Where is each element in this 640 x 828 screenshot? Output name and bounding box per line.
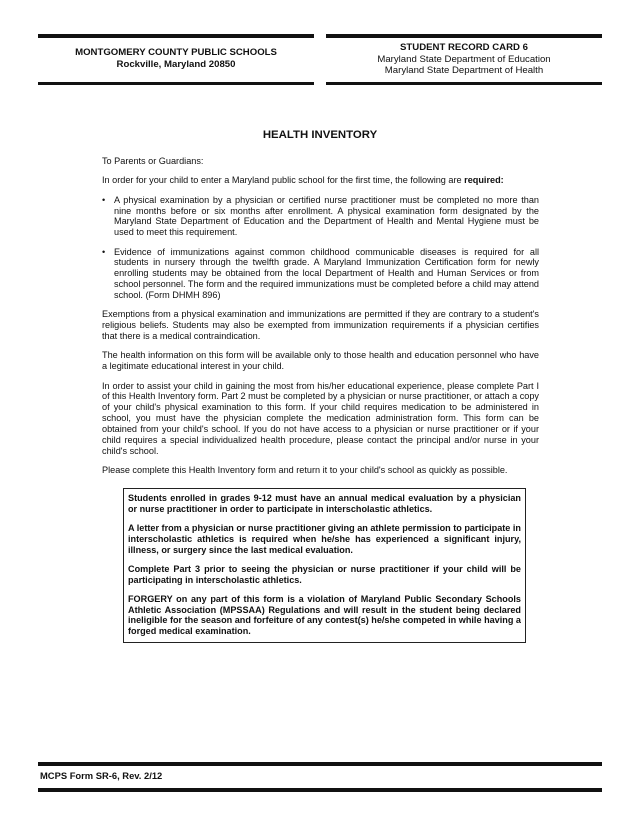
notice-part3: Complete Part 3 prior to seeing the physician or nurse practitioner if your child will be participating in interscholastic athletics.	[128, 563, 521, 585]
intro-required: required:	[464, 175, 504, 186]
list-item	[102, 247, 539, 301]
header-top-rule-left	[38, 34, 314, 38]
header-bottom-rule-left	[38, 82, 314, 85]
form-id: MCPS Form SR-6, Rev. 2/12	[40, 770, 163, 781]
dept-health: Maryland State Department of Health	[384, 65, 544, 76]
header-top-rule-right	[326, 34, 602, 38]
district-name: MONTGOMERY COUNTY PUBLIC SCHOOLS	[75, 47, 277, 58]
header-card-block	[326, 42, 602, 77]
intro-paragraph	[102, 175, 539, 186]
notice-forgery: FORGERY on any part of this form is a violation of Maryland Public Secondary Schools Athletic Association (MPSSAA) Regulations and will result in the student being declared ineligible for the season and forfeiture of any contest(s) he/she competed in while having a forged medical examination.	[128, 593, 521, 637]
availability-paragraph: The health information on this form will be available only to those health and education personnel who have a legitimate educational interest in your child.	[102, 350, 539, 372]
notice-annual-evaluation: Students enrolled in grades 9-12 must have an annual medical evaluation by a physician or nurse practitioner in order to participate in interscholastic athletics.	[128, 493, 521, 514]
bullet-icon: •	[102, 246, 106, 257]
page-title: HEALTH INVENTORY	[262, 129, 378, 141]
footer-bottom-rule	[38, 788, 602, 792]
closing-paragraph: Please complete this Health Inventory form and return it to your child's school as quickly as possible.	[102, 464, 508, 475]
footer-top-rule	[38, 762, 602, 766]
letter-body	[102, 156, 539, 484]
list-item	[102, 195, 539, 238]
athletics-notice-box	[123, 488, 526, 643]
requirement-immunizations: Evidence of immunizations against common childhood communicable diseases is required for all students in nursery through the twelfth grade. A Maryland Immunization Certification form for newly enrolling students may be obtained from the local Department of Health and Human Services or from school personnel. The form and the required immunizations must be completed before a child may attend school. (Form DHMH 896)	[114, 246, 539, 300]
assist-paragraph: In order to assist your child in gaining the most from his/her educational experience, please complete Part I of this Health Inventory form. Part 2 must be completed by a physician or nurse practitioner, or attach a copy of your child's physical examination to this form. If your child requires medication to be administered in school, you must have the physician complete the medication administration form. This form can be obtained from your child's school. If you do not have access to a physician or nurse practitioner or if your child requires a special individualized health procedure, please contact the principal and/or nurse in your child's school.	[102, 380, 539, 456]
exemptions-paragraph: Exemptions from a physical examination and immunizations are permitted if they are contrary to a student's religious beliefs. Students may also be exempted from immunization requirements if a physician certifies that there is a medical contraindication.	[102, 309, 539, 341]
dept-education: Maryland State Department of Education	[377, 53, 551, 65]
district-location: Rockville, Maryland 20850	[116, 59, 236, 70]
requirements-list	[102, 195, 539, 301]
requirement-physical: A physical examination by a physician or certified nurse practitioner must be completed no more than nine months before or six months after enrollment. A physical examination form designated by the Maryland State Department of Education and the Department of Health and Mental Hygiene must be used to meet this requirement.	[114, 194, 539, 238]
card-title: STUDENT RECORD CARD 6	[400, 42, 528, 53]
bullet-icon: •	[102, 194, 106, 205]
header-bottom-rule-right	[326, 82, 602, 85]
intro-text: In order for your child to enter a Maryland public school for the first time, the following are	[102, 175, 462, 186]
header-district-block	[38, 47, 314, 71]
salutation: To Parents or Guardians:	[102, 156, 204, 166]
notice-physician-letter: A letter from a physician or nurse practitioner giving an athlete permission to participate in interscholastic athletics is required when he/she has experienced a significant injury, illness, or surgery since the last medical evaluation.	[128, 522, 521, 555]
